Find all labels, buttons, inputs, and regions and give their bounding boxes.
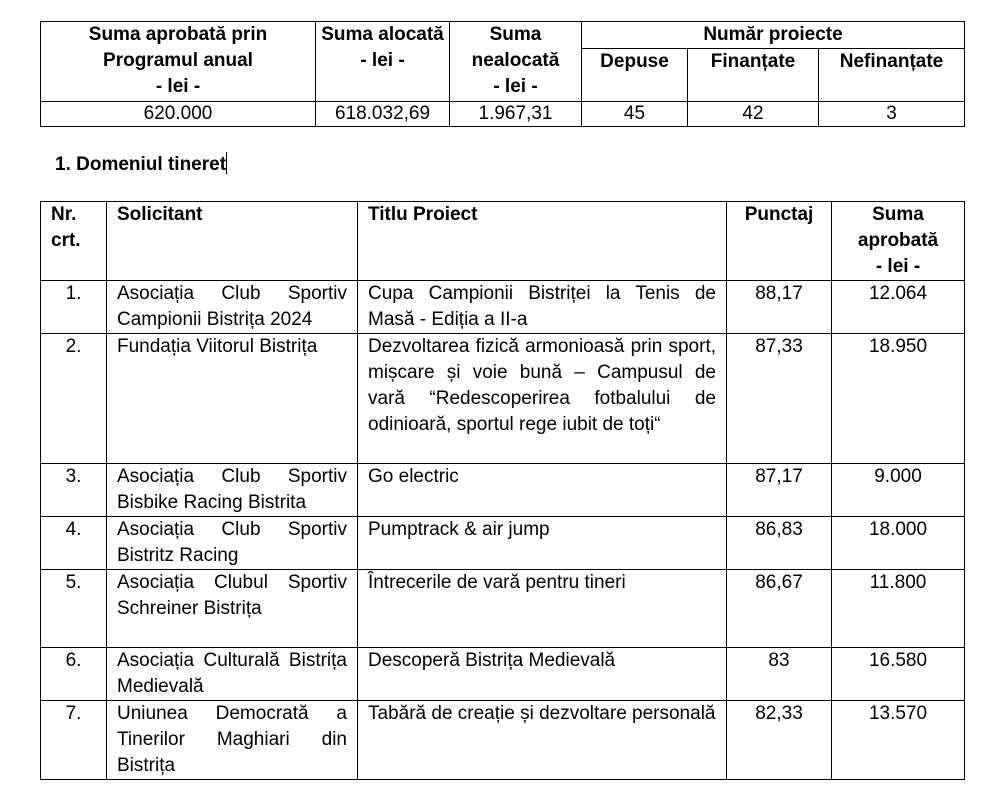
projects-table	[40, 201, 965, 780]
row-score: 88,17	[727, 281, 832, 334]
row-applicant: Asociația Club Sportiv Bisbike Racing Bistrita	[107, 464, 358, 517]
row-nr: 1.	[41, 281, 107, 334]
row-amount: 13.570	[832, 701, 965, 780]
value-approved: 620.000	[41, 102, 316, 127]
value-allocated: 618.032,69	[316, 102, 450, 127]
table-row	[41, 648, 965, 701]
summary-table	[40, 21, 965, 127]
summary-values-row	[41, 102, 965, 127]
row-amount: 16.580	[832, 648, 965, 701]
table-row	[41, 334, 965, 464]
row-amount: 9.000	[832, 464, 965, 517]
row-applicant: Asociația Club Sportiv Campionii Bistrița 2024	[107, 281, 358, 334]
table-row	[41, 701, 965, 780]
row-title: Dezvoltarea fizică armonioasă prin sport, mișcare și voie bună – Campusul de vară “Redescoperirea fotbalului de odinioară, sportul rege iubit de toți“	[358, 334, 727, 464]
row-amount: 11.800	[832, 570, 965, 648]
row-score: 83	[727, 648, 832, 701]
projects-body	[41, 281, 965, 780]
value-funded: 42	[688, 102, 819, 127]
row-title: Cupa Campionii Bistriței la Tenis de Masă - Ediția a II-a	[358, 281, 727, 334]
row-score: 86,83	[727, 517, 832, 570]
header-unallocated: Suma nealocată - lei -	[450, 22, 582, 102]
row-nr: 2.	[41, 334, 107, 464]
row-score: 87,33	[727, 334, 832, 464]
value-unfunded: 3	[819, 102, 965, 127]
header-applicant: Solicitant	[107, 202, 358, 281]
table-row	[41, 517, 965, 570]
header-approved: Suma aprobată prin Programul anual - lei -	[41, 22, 316, 102]
row-applicant: Asociația Clubul Sportiv Schreiner Bistrița	[107, 570, 358, 648]
section-title[interactable]	[55, 152, 227, 178]
header-submitted: Depuse	[582, 49, 688, 102]
table-row	[41, 464, 965, 517]
row-nr: 5.	[41, 570, 107, 648]
row-applicant: Asociația Club Sportiv Bistritz Racing	[107, 517, 358, 570]
row-score: 87,17	[727, 464, 832, 517]
row-applicant: Fundația Viitorul Bistrița	[107, 334, 358, 464]
row-nr: 7.	[41, 701, 107, 780]
row-score: 86,67	[727, 570, 832, 648]
row-nr: 6.	[41, 648, 107, 701]
value-unallocated: 1.967,31	[450, 102, 582, 127]
header-score: Punctaj	[727, 202, 832, 281]
row-applicant: Uniunea Democrată a Tinerilor Maghiari din Bistrița	[107, 701, 358, 780]
value-submitted: 45	[582, 102, 688, 127]
row-nr: 3.	[41, 464, 107, 517]
row-applicant: Asociația Culturală Bistrița Medievală	[107, 648, 358, 701]
table-row	[41, 570, 965, 648]
header-nr: Nr. crt.	[41, 202, 107, 281]
row-title: Tabără de creație și dezvoltare personală	[358, 701, 727, 780]
row-title: Întrecerile de vară pentru tineri	[358, 570, 727, 648]
row-title: Pumptrack & air jump	[358, 517, 727, 570]
projects-header-row	[41, 202, 965, 281]
row-amount: 18.950	[832, 334, 965, 464]
header-funded: Finanțate	[688, 49, 819, 102]
header-allocated: Suma alocată - lei -	[316, 22, 450, 102]
header-projects: Număr proiecte	[582, 22, 965, 49]
row-amount: 12.064	[832, 281, 965, 334]
text-cursor	[226, 152, 227, 174]
table-row	[41, 281, 965, 334]
row-score: 82,33	[727, 701, 832, 780]
row-title: Go electric	[358, 464, 727, 517]
header-amount: Suma aprobată - lei -	[832, 202, 965, 281]
row-title: Descoperă Bistrița Medievală	[358, 648, 727, 701]
row-nr: 4.	[41, 517, 107, 570]
header-unfunded: Nefinanțate	[819, 49, 965, 102]
row-amount: 18.000	[832, 517, 965, 570]
section-title-text: 1. Domeniul tineret	[55, 154, 227, 175]
header-title: Titlu Proiect	[358, 202, 727, 281]
